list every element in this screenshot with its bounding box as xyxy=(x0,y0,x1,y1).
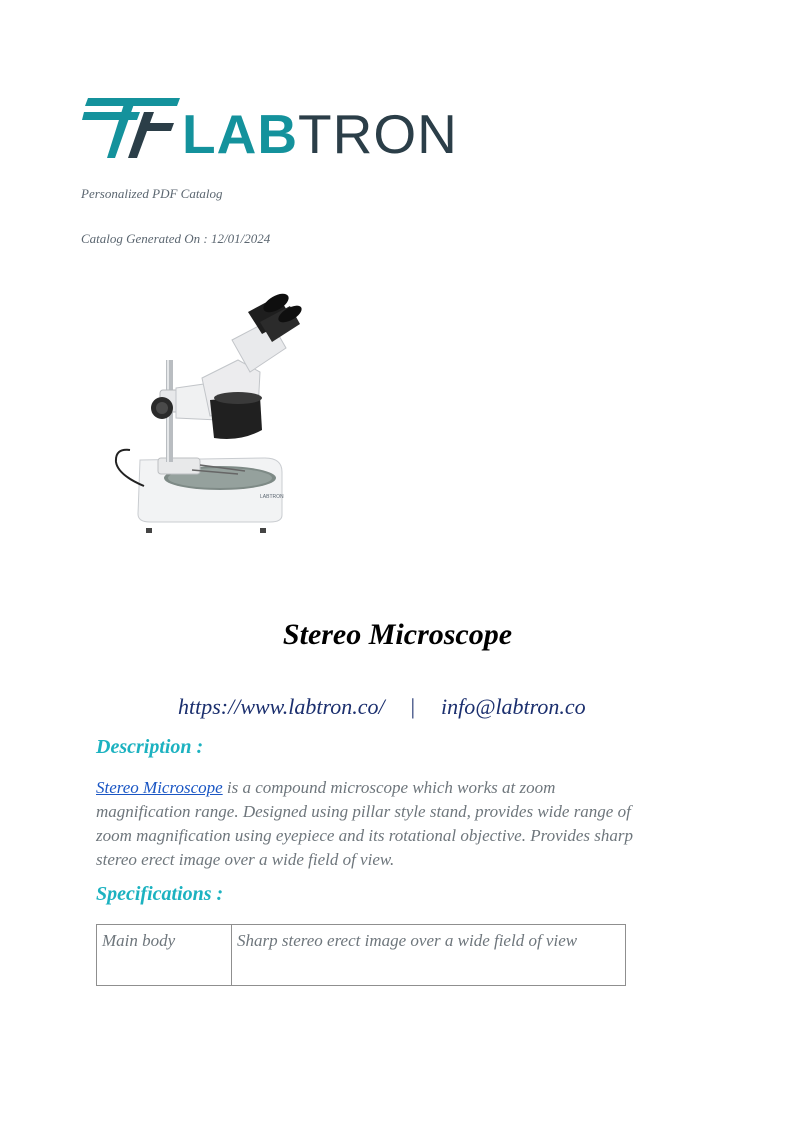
product-title: Stereo Microscope xyxy=(282,618,513,651)
spec-key: Main body xyxy=(97,925,232,986)
labtron-emblem-icon xyxy=(82,96,182,162)
description-heading: Description : xyxy=(96,736,204,758)
svg-text:LABTRON: LABTRON xyxy=(260,494,284,500)
catalog-label: Personalized PDF Catalog xyxy=(81,186,223,201)
description-text xyxy=(96,776,636,872)
email-link[interactable]: info@labtron.co xyxy=(440,694,586,719)
catalog-generated-date: Catalog Generated On : 12/01/2024 xyxy=(81,231,271,246)
specifications-heading: Specifications : xyxy=(96,883,224,905)
brand-name-part2: TRON xyxy=(298,103,458,165)
labtron-wordmark xyxy=(182,104,458,164)
contact-separator: | xyxy=(410,694,415,719)
website-link[interactable]: https://www.labtron.co/ xyxy=(178,694,385,719)
description-body: is a compound microscope which works at zoom magnification range. Designed using pillar style stand, provides wide range of zoom magnification using eyepiece and its rotational objective. Provides sharp stereo erect image over a wide field of view. xyxy=(96,778,633,869)
product-link[interactable]: Stereo Microscope xyxy=(96,778,223,797)
specifications-table xyxy=(96,924,626,986)
labtron-logo xyxy=(82,96,462,165)
contact-line xyxy=(178,694,586,720)
table-row xyxy=(97,925,626,986)
spec-value: Sharp stereo erect image over a wide field of view xyxy=(232,925,626,986)
brand-name-part1: LAB xyxy=(182,103,299,165)
stereo-microscope-photo xyxy=(110,290,310,535)
